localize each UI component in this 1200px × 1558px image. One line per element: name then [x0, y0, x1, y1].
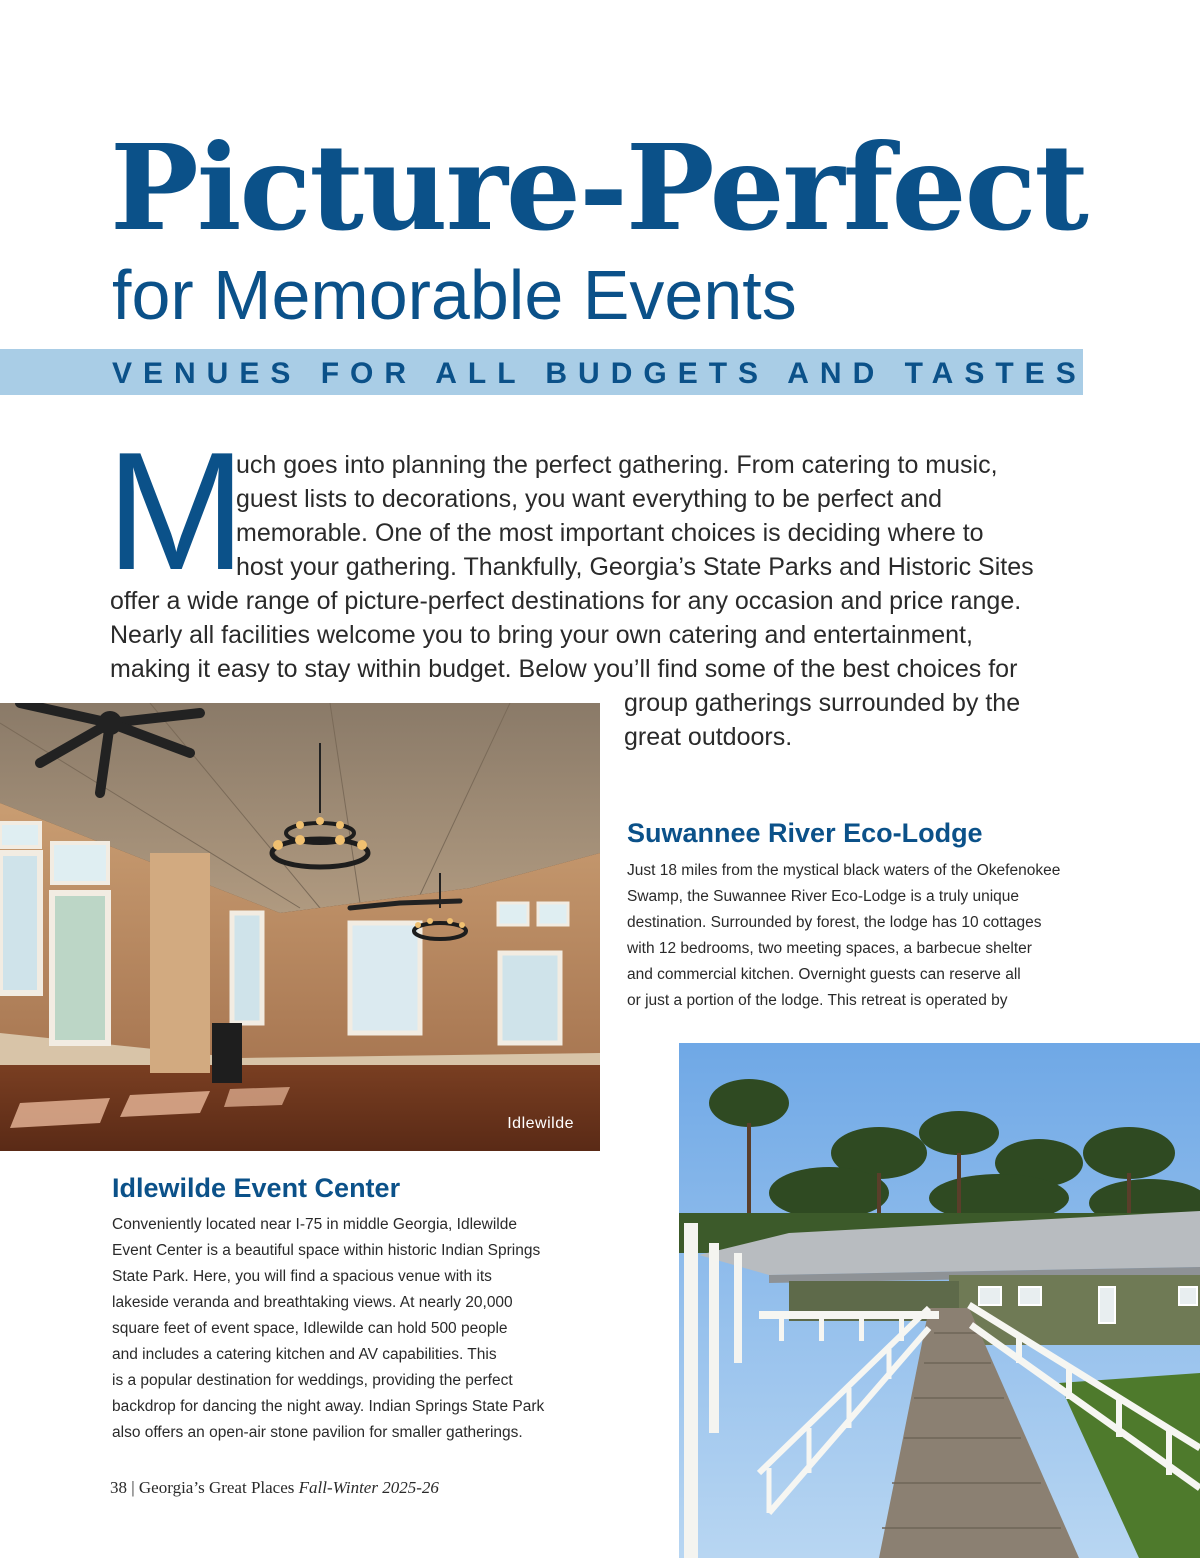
page-footer	[110, 1478, 439, 1498]
suwannee-line: Swamp, the Suwannee River Eco-Lodge is a truly unique	[627, 888, 1020, 905]
idlewilde-line: also offers an open-air stone pavilion for smaller gatherings.	[112, 1424, 523, 1441]
intro-line: Nearly all facilities welcome you to bring your own catering and entertainment,	[110, 621, 973, 649]
idlewilde-line: Event Center is a beautiful space within historic Indian Springs	[112, 1242, 541, 1259]
intro-line: host your gathering. Thankfully, Georgia’s State Parks and Historic Sites	[236, 553, 1034, 581]
idlewilde-line: backdrop for dancing the night away. Indian Springs State Park	[112, 1398, 545, 1415]
page-title: Picture-Perfect	[110, 118, 1087, 257]
suwannee-heading: Suwannee River Eco-Lodge	[627, 818, 983, 848]
idlewilde-line: lakeside veranda and breathtaking views. At nearly 20,000	[112, 1294, 513, 1311]
eco-lodge-photo	[679, 1043, 1200, 1558]
idlewilde-hall-illustration	[0, 703, 600, 1151]
idlewilde-line: is a popular destination for weddings, providing the perfect	[112, 1372, 513, 1389]
suwannee-line: and commercial kitchen. Overnight guests can reserve all	[627, 966, 1021, 983]
suwannee-line: Just 18 miles from the mystical black waters of the Okefenokee	[627, 862, 1061, 879]
idlewilde-line: square feet of event space, Idlewilde can hold 500 people	[112, 1320, 508, 1337]
magazine-name: Georgia’s Great Places	[138, 1478, 295, 1497]
page-number: 38	[110, 1478, 127, 1497]
suwannee-line: or just a portion of the lodge. This retreat is operated by	[627, 992, 1008, 1009]
idlewilde-line: Conveniently located near I-75 in middle Georgia, Idlewilde	[112, 1216, 517, 1233]
intro-line: great outdoors.	[624, 723, 793, 751]
issue-label: Fall-Winter 2025-26	[298, 1478, 439, 1497]
band-tagline: VENUES FOR ALL BUDGETS AND TASTES	[112, 357, 1087, 390]
photo-caption: Idlewilde	[507, 1115, 574, 1132]
suwannee-line: destination. Surrounded by forest, the lodge has 10 cottages	[627, 914, 1042, 931]
intro-line: uch goes into planning the perfect gathering. From catering to music,	[236, 451, 998, 479]
eco-lodge-illustration	[679, 1043, 1200, 1558]
intro-line: group gatherings surrounded by the	[624, 689, 1021, 717]
idlewilde-hall-photo	[0, 703, 600, 1151]
drop-cap: M	[106, 417, 246, 605]
intro-line: guest lists to decorations, you want everything to be perfect and	[236, 485, 942, 513]
idlewilde-line: State Park. Here, you will find a spacious venue with its	[112, 1268, 492, 1285]
intro-line: memorable. One of the most important choices is deciding where to	[236, 519, 984, 547]
intro-line: offer a wide range of picture-perfect destinations for any occasion and price range.	[110, 587, 1022, 615]
idlewilde-heading: Idlewilde Event Center	[112, 1173, 401, 1203]
suwannee-line: with 12 bedrooms, two meeting spaces, a barbecue shelter	[627, 940, 1032, 957]
intro-line: making it easy to stay within budget. Below you’ll find some of the best choices for	[110, 655, 1018, 683]
page-subtitle: for Memorable Events	[112, 256, 797, 334]
idlewilde-line: and includes a catering kitchen and AV capabilities. This	[112, 1346, 497, 1363]
footer-separator: |	[131, 1478, 135, 1497]
